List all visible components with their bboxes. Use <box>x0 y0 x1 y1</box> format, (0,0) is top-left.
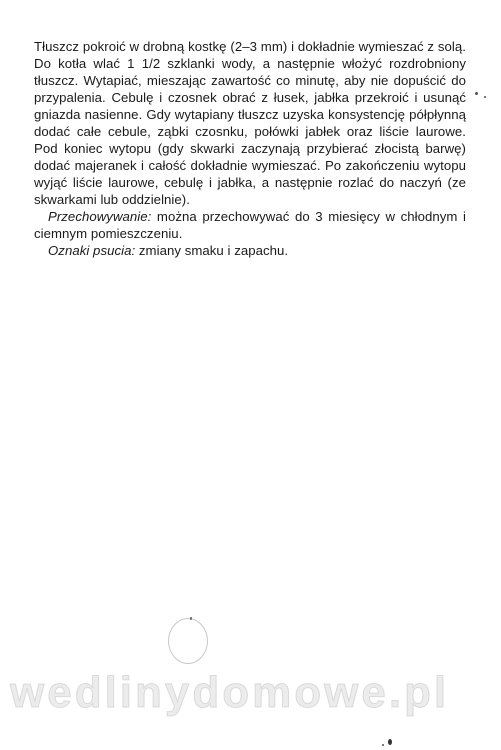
scan-speck <box>382 744 384 746</box>
recipe-text <box>34 38 466 259</box>
preparation-paragraph: Tłuszcz pokroić w drobną kostkę (2–3 mm) i dokładnie wymieszać z solą. Do kotła wlać 1 1/2 szklanki wody, a następnie włożyć rozdrobniony tłuszcz. Wytapiać, mieszając zawartość co minutę, aby nie dopuścić do przypalenia. Cebulę i czosnek obrać z łusek, jabłka przekroić i usunąć gniazda nasienne. Gdy wytapiany tłuszcz uzyska konsystencję półpłynną dodać całe cebule, ząbki czosnku, połówki jabłek oraz liście laurowe. Pod koniec wytopu (gdy skwarki zaczynają przybierać złocistą barwę) dodać majeranek i całość dokładnie wymieszać. Po zakończeniu wytopu wyjąć liście laurowe, cebulę i jabłka, a następnie rozlać do naczyń (ze skwarkami lub oddzielnie). <box>34 39 466 207</box>
spoilage-label: Oznaki psucia: <box>48 243 136 258</box>
storage-paragraph <box>34 208 466 242</box>
scan-speck <box>484 96 486 98</box>
scan-speck <box>475 92 478 95</box>
storage-label: Przechowywanie: <box>48 209 152 224</box>
scan-stain-circle <box>168 618 208 664</box>
spoilage-paragraph <box>34 242 466 259</box>
scan-speck <box>388 739 392 745</box>
storage-text: można przechowywać do 3 miesięcy w chłodnym i ciemnym pomieszczeniu. <box>34 209 466 241</box>
watermark: wedlinydomowe.pl <box>10 668 450 717</box>
spoilage-text: zmiany smaku i zapachu. <box>135 243 289 258</box>
